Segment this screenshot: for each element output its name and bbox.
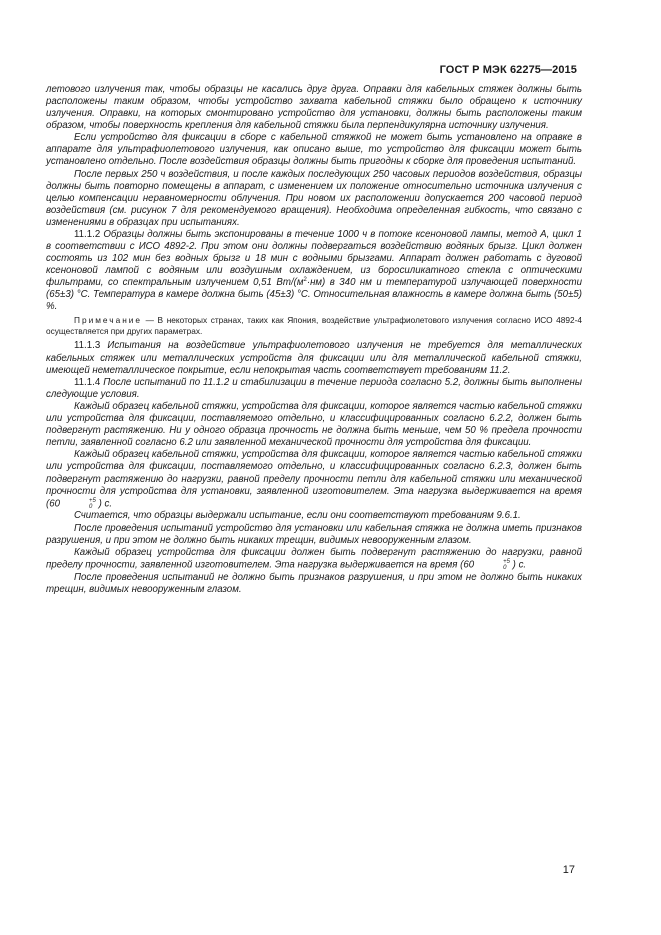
tolerance-upper: +5 bbox=[89, 497, 96, 504]
page-number: 17 bbox=[562, 864, 575, 876]
paragraph: Каждый образец кабельной стяжки, устройства для фиксации, которое является частью кабельной стяжки или устройства для фиксации, поставляемого отдельно, и классифицированных согласно 6.2.2, должен быть подвергнут растяжению. Ни у одного образца прочность не должна быть меньше, чем 50 % предела прочности петли, заявленной согласно 6.2 или заявленной механической прочности для устройства для фиксации. bbox=[46, 401, 582, 449]
note-label: Примечание bbox=[74, 315, 143, 326]
clause-text: После испытаний по 11.1.2 и стабилизации в течение периода согласно 5.2, должны быть выполнены следующие условия. bbox=[46, 376, 582, 400]
paragraph: Считается, что образцы выдержали испытание, если они соответствуют требованиям 9.6.1. bbox=[74, 510, 521, 522]
paragraph-text: ) с. bbox=[512, 559, 527, 571]
superscript: 2 bbox=[303, 277, 307, 284]
paragraph-text: Каждый образец кабельной стяжки, устройства для фиксации, которое является частью кабельной стяжки или устройства для фиксации, поставляемого отдельно, и классифицированных согласно 6.2.3, должен быть подвергнут растяжению до нагрузки, равной пределу прочности петли для кабельной стяжки или механической прочности для устройства для установки, заявленной изготовителем. Эта нагрузка выдерживается на время (60 bbox=[46, 449, 582, 510]
paragraph: летового излучения так, чтобы образцы не касались друг друга. Оправки для кабельных стяжек должны быть расположены таким образом, чтобы устройство захвата кабельной стяжки было обращено к источнику излучения. Оправки, на которых смонтировано устройство для установки, должны быть расположены таким образом, чтобы поверхность крепления для кабельной стяжки была перпендикулярна источнику излучения. bbox=[46, 84, 582, 132]
paragraph: После первых 250 ч воздействия, и после каждых последующих 250 часовых периодов воздействия, образцы должны быть повторно помещены в аппарат, с изменением их положение относительно источника излучения с целью компенсации неравномерности облучения. При новом их расположении допускается 200 часовой период воздействия (см. рисунок 7 для рекомендуемого вращения). Необходима определенная гибкость, что связано с изменениями в образцах при испытаниях. bbox=[46, 168, 582, 228]
tolerance-lower: 0 bbox=[89, 503, 93, 510]
clause-11-1-3 bbox=[46, 340, 582, 376]
clause-number: 11.1.4 bbox=[74, 376, 101, 388]
document-body bbox=[46, 84, 582, 596]
paragraph bbox=[46, 547, 582, 572]
document-header: ГОСТ Р МЭК 62275—2015 bbox=[439, 64, 577, 76]
paragraph-text: ) с. bbox=[98, 498, 113, 510]
note-text: — В некоторых странах, таких как Япония, воздействие ультрафиолетового излучения согласно ИСО 4892-4 осуществляется при других параметрах. bbox=[46, 315, 582, 337]
paragraph bbox=[46, 449, 582, 510]
clause-number: 11.1.3 bbox=[74, 340, 101, 352]
tolerance bbox=[475, 559, 510, 571]
clause-text: Образцы должны быть экспонированы в течение 1000 ч в потоке ксеноновой лампы, метод А, цикл 1 в соответствии с ИСО 4892-2. При этом они должны подвергаться воздействию водяных брызг. Цикл должен состоять из 102 мин без водных брызг и 18 мин с водными брызгами. Аппарат должен работать с дуговой ксеноновой лампой с водяным или воздушным охлаждением, из боросиликатного стекла с оптическими фильтрами, со спектральным излучением 0,51 Вт/(м bbox=[46, 229, 582, 289]
tolerance-lower: 0 bbox=[503, 564, 507, 571]
paragraph: Если устройство для фиксации в сборе с кабельной стяжкой не может быть установлено на оправке в аппарате для ультрафиолетового излучения, как описано выше, то устройство для фиксации может быть установлено отдельно. После воздействия образцы должны быть пригодны к сборке для проведения испытаний. bbox=[46, 132, 582, 168]
clause-11-1-2 bbox=[46, 229, 582, 313]
tolerance-upper: +5 bbox=[503, 558, 510, 565]
note bbox=[46, 315, 582, 337]
paragraph: После проведения испытаний устройство для установки или кабельная стяжка не должна иметь признаков разрушения, и при этом не должно быть никаких трещин, видимых невооруженным глазом. bbox=[46, 522, 582, 546]
clause-text: Испытания на воздействие ультрафиолетового излучения не требуется для металлических кабельных стяжек или металлических устройств для фиксации или для металлической кабельной стяжки, имеющей неметаллическое покрытие, если непокрытая часть соответствует требованиям 11.2. bbox=[46, 340, 582, 376]
clause-11-1-4 bbox=[46, 377, 582, 401]
paragraph: После проведения испытаний не должно быть признаков разрушения, и при этом не должно быть никаких трещин, видимых невооруженным глазом. bbox=[46, 571, 582, 595]
clause-number: 11.1.2 bbox=[74, 229, 101, 241]
tolerance bbox=[61, 498, 96, 510]
clause-text: ·нм) в 340 нм и температурой излучающей поверхности (65±3) °С. Температура в камере должна быть (45±3) °С. Относительная влажность в камере должна быть (50±5) %. bbox=[46, 277, 583, 313]
paragraph-text: Каждый образец устройства для фиксации должен быть подвергнут растяжению до нагрузки, равной пределу прочности, заявленной изготовителем. Эта нагрузка выдерживается на время (60 bbox=[46, 546, 582, 571]
